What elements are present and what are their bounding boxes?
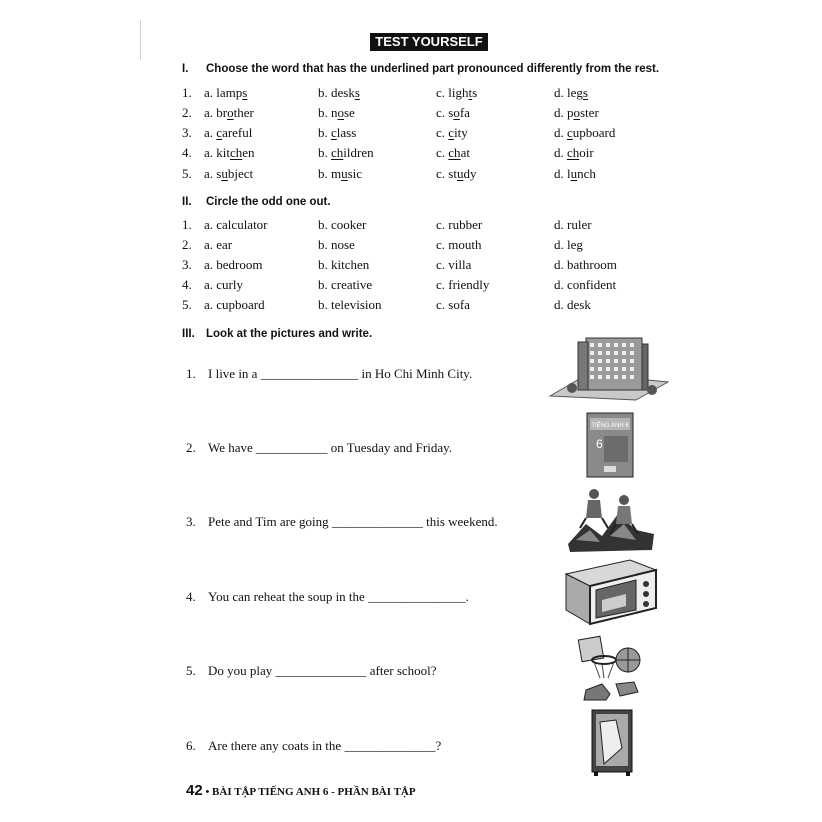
row-number: 2. xyxy=(182,237,192,252)
question-text: You can reheat the soup in the _______________. xyxy=(208,589,469,604)
option-text: upboard xyxy=(572,125,616,140)
question-number: 6. xyxy=(186,738,196,753)
option-text: at xyxy=(460,145,470,160)
option-b xyxy=(318,145,374,161)
row-number: 5. xyxy=(182,166,192,181)
option-d xyxy=(554,85,588,101)
option-a: a. bedroom xyxy=(204,257,263,272)
question-text: I live in a _______________ in Ho Chi Minh City. xyxy=(208,366,473,381)
underlined-part: u xyxy=(341,166,348,181)
underlined-part: s xyxy=(354,85,360,100)
row-number: 1. xyxy=(182,85,192,100)
option-a xyxy=(204,145,255,161)
option-text: c. xyxy=(436,145,449,160)
option-text: areful xyxy=(222,125,253,140)
option-c xyxy=(436,145,470,161)
underlined-part: o xyxy=(453,105,460,120)
underlined-part: s xyxy=(582,85,588,100)
section-3-heading xyxy=(182,328,372,340)
question-text: Are there any coats in the ______________? xyxy=(208,738,442,753)
underlined-part: o xyxy=(227,105,234,120)
option-a: a. cupboard xyxy=(204,297,265,312)
question-text: Pete and Tim are going ______________ this weekend. xyxy=(208,514,498,529)
option-text: b. desk xyxy=(318,85,355,100)
section-1-row xyxy=(182,105,642,123)
option-b: b. kitchen xyxy=(318,257,370,272)
option-b xyxy=(318,105,355,121)
option-text: sic xyxy=(347,166,363,181)
question-number: 2. xyxy=(186,440,196,455)
option-d: d. bathroom xyxy=(554,257,617,272)
option-text: b. xyxy=(318,145,331,160)
underlined-part: t xyxy=(468,85,473,100)
option-text: a. br xyxy=(204,105,228,120)
question-text: We have ___________ on Tuesday and Friday. xyxy=(208,440,453,455)
option-text: fa xyxy=(459,105,470,120)
option-c: c. sofa xyxy=(436,297,470,312)
microwave-picture xyxy=(560,556,660,626)
section-3-number: III. xyxy=(182,328,195,340)
option-c: c. mouth xyxy=(436,237,482,252)
section-1-instruction: Choose the word that has the underlined part pronounced differently from the rest. xyxy=(206,63,660,75)
option-a: a. curly xyxy=(204,277,243,292)
section-1-heading xyxy=(182,63,659,75)
question-6 xyxy=(186,738,441,754)
option-d: d. confident xyxy=(554,277,617,292)
option-d: d. leg xyxy=(554,237,583,252)
underlined-part: s xyxy=(242,85,248,100)
option-text: lass xyxy=(336,125,357,140)
option-a xyxy=(204,166,253,182)
option-b xyxy=(318,125,356,141)
option-text: oir xyxy=(579,145,594,160)
option-c xyxy=(436,105,470,121)
option-text: c. ligh xyxy=(436,85,469,100)
question-number: 4. xyxy=(186,589,196,604)
option-text: d. leg xyxy=(554,85,583,100)
option-a xyxy=(204,125,252,141)
question-number: 5. xyxy=(186,663,196,678)
section-2-heading xyxy=(182,196,331,208)
option-a xyxy=(204,105,254,121)
underlined-part: ch xyxy=(567,145,580,160)
section-2-number: II. xyxy=(182,196,192,208)
row-number: 5. xyxy=(182,297,192,312)
option-a: a. ear xyxy=(204,237,233,252)
row-number: 4. xyxy=(182,277,192,292)
row-number: 2. xyxy=(182,105,192,120)
basketball-picture xyxy=(576,632,648,702)
option-text: b. n xyxy=(318,105,338,120)
option-text: ster xyxy=(580,105,599,120)
option-a xyxy=(204,85,247,101)
book-cover-title: TIẾNG ANH 6 xyxy=(591,423,629,429)
section-1-number: I. xyxy=(182,63,189,75)
option-b xyxy=(318,166,362,182)
option-text: ildren xyxy=(343,145,374,160)
option-c xyxy=(436,166,476,182)
textbook-picture xyxy=(586,412,634,478)
option-c: c. friendly xyxy=(436,277,490,292)
page-number: 42 xyxy=(186,782,203,799)
option-text: d. xyxy=(554,145,567,160)
option-b: b. creative xyxy=(318,277,373,292)
underlined-part: c xyxy=(331,125,337,140)
option-text: b. m xyxy=(318,166,342,181)
page-footer xyxy=(186,782,416,799)
section-1-row xyxy=(182,125,642,143)
option-text: a. xyxy=(204,125,217,140)
option-c xyxy=(436,125,468,141)
underlined-part: o xyxy=(573,105,580,120)
underlined-part: u xyxy=(570,166,578,181)
section-3-instruction: Look at the pictures and write. xyxy=(206,328,373,340)
section-1-row xyxy=(182,85,642,103)
page-title: TEST YOURSELF 1 xyxy=(370,33,488,51)
section-2-row xyxy=(182,277,642,295)
question-number: 3. xyxy=(186,514,196,529)
section-1-row xyxy=(182,145,642,163)
option-a: a. calculator xyxy=(204,217,268,232)
option-d xyxy=(554,125,615,141)
option-text: se xyxy=(344,105,355,120)
apartment-building-picture xyxy=(548,334,670,402)
underlined-part: o xyxy=(337,105,344,120)
option-c: c. rubber xyxy=(436,217,483,232)
option-c: c. villa xyxy=(436,257,472,272)
underlined-part: c xyxy=(216,125,223,140)
option-text: a. s xyxy=(204,166,222,181)
section-2-row xyxy=(182,217,642,235)
underlined-part: ch xyxy=(331,145,344,160)
camping-hiking-picture xyxy=(566,484,656,554)
option-d: d. desk xyxy=(554,297,591,312)
option-text: d. l xyxy=(554,166,571,181)
question-number: 1. xyxy=(186,366,196,381)
underlined-part: ch xyxy=(448,145,461,160)
book-cover-number: 6 xyxy=(596,437,603,451)
option-text: d. p xyxy=(554,105,574,120)
section-1-row xyxy=(182,166,642,184)
option-text: a. lamp xyxy=(204,85,243,100)
section-2-row xyxy=(182,237,642,255)
option-c xyxy=(436,85,477,101)
underlined-part: u xyxy=(456,166,464,181)
option-text: a. kit xyxy=(204,145,230,160)
question-1 xyxy=(186,366,472,382)
option-d xyxy=(554,166,596,182)
row-number: 3. xyxy=(182,125,192,140)
question-2 xyxy=(186,440,452,456)
row-number: 4. xyxy=(182,145,192,160)
option-text: c. s xyxy=(436,105,454,120)
option-b xyxy=(318,85,360,101)
option-text: d. xyxy=(554,125,567,140)
row-number: 3. xyxy=(182,257,192,272)
option-text: dy xyxy=(463,166,477,181)
option-d: d. ruler xyxy=(554,217,592,232)
option-text: c. xyxy=(436,125,449,140)
underlined-part: c xyxy=(567,125,573,140)
underlined-part: ch xyxy=(230,145,243,160)
wardrobe-picture xyxy=(588,708,636,776)
row-number: 1. xyxy=(182,217,192,232)
option-text: s xyxy=(472,85,478,100)
underlined-part: c xyxy=(448,125,455,140)
option-d xyxy=(554,105,599,121)
section-2-row xyxy=(182,257,642,275)
option-text: c. st xyxy=(436,166,457,181)
question-5 xyxy=(186,663,437,679)
option-text: nch xyxy=(577,166,596,181)
option-b: b. television xyxy=(318,297,382,312)
question-3 xyxy=(186,514,498,530)
underlined-part: u xyxy=(221,166,228,181)
footer-text: • BÀI TẬP TIẾNG ANH 6 - PHẦN BÀI TẬP xyxy=(205,786,416,798)
page-edge-shadow xyxy=(140,20,141,60)
option-text: ity xyxy=(454,125,468,140)
question-text: Do you play ______________ after school? xyxy=(208,663,437,678)
option-b: b. cooker xyxy=(318,217,367,232)
option-d xyxy=(554,145,594,161)
option-text: bject xyxy=(227,166,254,181)
section-2-row xyxy=(182,297,642,315)
option-text: b. xyxy=(318,125,331,140)
option-b: b. nose xyxy=(318,237,355,252)
option-text: en xyxy=(242,145,255,160)
section-2-instruction: Circle the odd one out. xyxy=(206,196,331,208)
question-4 xyxy=(186,589,469,605)
option-text: ther xyxy=(233,105,254,120)
